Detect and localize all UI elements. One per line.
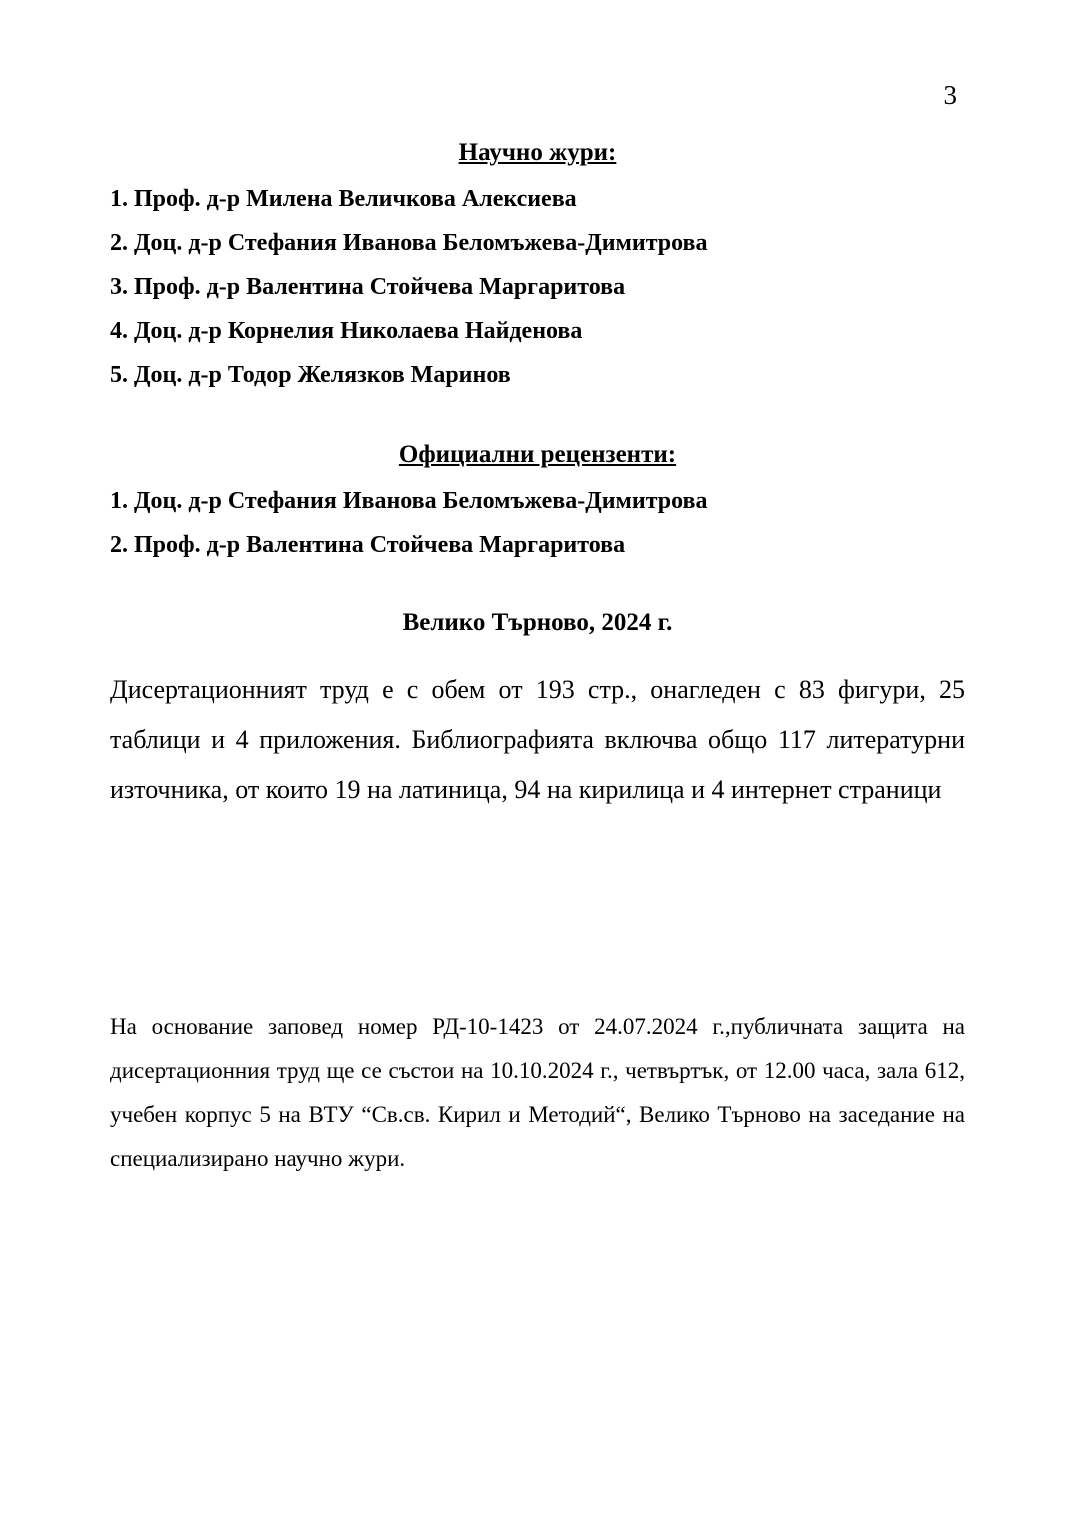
jury-member: 3. Проф. д-р Валентина Стойчева Маргаритова [110, 274, 626, 300]
reviewers-list [110, 479, 965, 567]
reviewer: 2. Проф. д-р Валентина Стойчева Маргаритова [110, 532, 626, 558]
location-date-line: Велико Търново, 2024 г. [402, 609, 673, 636]
jury-section [110, 139, 965, 397]
defense-announcement-paragraph: На основание заповед номер РД-10-1423 от 24.07.2024 г.,публичната защита на дисертационния труд ще се състои на 10.10.2024 г., четвъртък, от 12.00 часа, зала 612, учебен корпус 5 на ВТУ “Св.св. Кирил и Методий“, Велико Търново на заседание на специализирано научно жури. [110, 1014, 965, 1171]
jury-heading: Научно жури: [458, 139, 617, 166]
page-number: 3 [943, 80, 957, 110]
jury-member: 5. Доц. д-р Тодор Желязков Маринов [110, 362, 511, 388]
jury-member: 1. Проф. д-р Милена Величкова Алексиева [110, 186, 577, 212]
dissertation-summary-paragraph: Дисертационният труд е с обем от 193 стр., онагледен с 83 фигури, 25 таблици и 4 приложения. Библиографията включва общо 117 литературни източника, от които 19 на латиница, 94 на кирилица и 4 интернет страници [110, 675, 965, 804]
jury-list [110, 177, 965, 397]
reviewers-heading: Официални рецензенти: [398, 441, 677, 468]
jury-member: 4. Доц. д-р Корнелия Николаева Найденова [110, 318, 583, 344]
reviewers-section [110, 441, 965, 567]
jury-member: 2. Доц. д-р Стефания Иванова Беломъжева-Димитрова [110, 230, 708, 256]
reviewer: 1. Доц. д-р Стефания Иванова Беломъжева-Димитрова [110, 488, 708, 514]
